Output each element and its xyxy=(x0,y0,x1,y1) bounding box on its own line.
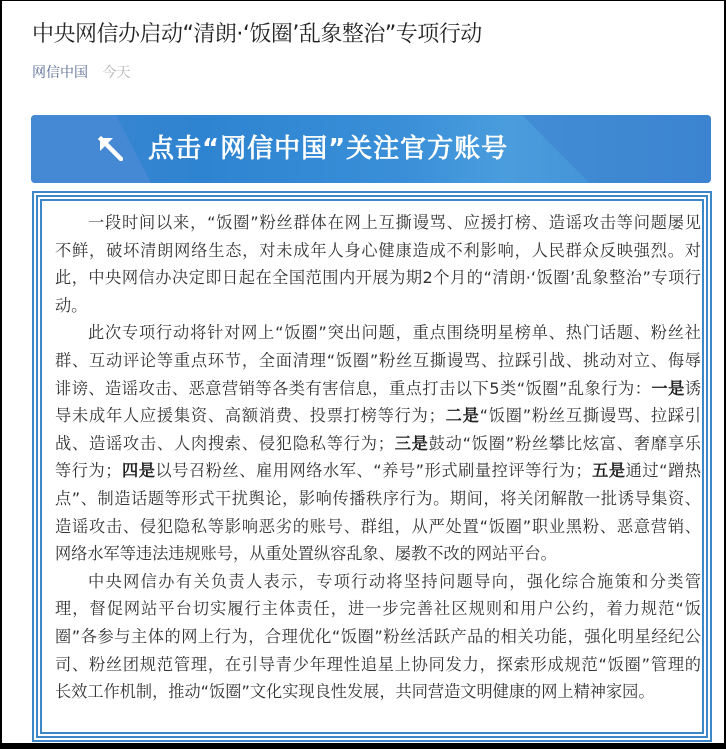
paragraph-line xyxy=(55,457,701,485)
text-segment: 不鲜，破坏清朗网络生态，对未成年人身心健康造成不利影响，人民群众反映强烈。对 xyxy=(55,240,701,260)
text-segment: 此，中央网信办决定即日起在全国范围内开展为期2个月的“清朗·‘饭圈’乱象整治”专项行 xyxy=(55,268,701,288)
paragraph-line xyxy=(55,568,701,596)
text-segment: 导未成年人应援集资、高额消费、投票打榜等行为； xyxy=(55,406,445,426)
text-segment: 一段时间以来，“饭圈”粉丝群体在网上互撕谩骂、应援打榜、造谣攻击等问题屡见 xyxy=(88,213,701,232)
paragraph-line xyxy=(55,347,701,375)
paragraph-line xyxy=(55,375,701,403)
paragraph-line xyxy=(55,513,701,541)
text-segment: 点”、制造话题等形式干扰舆论，影响传播秩序行为。期间，将关闭解散一批诱导集资、 xyxy=(55,488,701,508)
paragraph-line xyxy=(55,678,701,706)
article-body-frame xyxy=(32,191,712,742)
text-segment: 鼓动“饭圈”粉丝攀比炫富、奢靡享乐 xyxy=(428,433,701,453)
text-segment: 司、粉丝团规范管理，在引导青少年理性追星上协同发力，探索形成规范“饭圈”管理的 xyxy=(55,654,701,674)
text-segment: 战、造谣攻击、人肉搜索、侵犯隐私等行为； xyxy=(55,433,394,453)
paragraph-line xyxy=(55,540,701,568)
paragraph-line xyxy=(55,264,701,292)
article-body xyxy=(55,209,701,706)
article-title: 中央网信办启动“清朗·‘饭圈’乱象整治”专项行动 xyxy=(32,22,482,47)
text-segment: 诱 xyxy=(684,378,701,398)
publish-date: 今天 xyxy=(102,65,131,81)
text-segment: 动。 xyxy=(55,295,88,315)
text-segment: 诽谤、造谣攻击、恶意营销等各类有害信息，重点打击以下5类“饭圈”乱象行为： xyxy=(55,378,652,398)
frame-inner-border xyxy=(36,195,708,738)
paragraph-line xyxy=(55,485,701,513)
paragraph-line xyxy=(55,209,701,237)
paragraph-line xyxy=(55,651,701,679)
frame-innermost-border xyxy=(40,199,704,734)
bold-marker: 四是 xyxy=(121,461,156,481)
text-segment: 此次专项行动将针对网上“饭圈”突出问题，重点围绕明星榜单、热门话题、粉丝社 xyxy=(88,323,701,343)
banner-text: 点击“网信中国”关注官方账号 xyxy=(148,134,509,164)
paragraph-line xyxy=(55,319,701,347)
paragraph-line xyxy=(55,430,701,458)
bold-marker: 二是 xyxy=(444,406,480,426)
text-segment: 圈”各参与主体的网上行为，合理优化“饭圈”粉丝活跃产品的相关功能，强化明星经纪公 xyxy=(55,626,701,646)
account-name-link[interactable]: 网信中国 xyxy=(32,65,88,81)
arrow-up-left-icon xyxy=(97,135,123,161)
text-segment: 中央网信办有关负责人表示，专项行动将坚持问题导向，强化综合施策和分类管 xyxy=(88,571,701,591)
follow-account-banner[interactable] xyxy=(31,115,711,183)
article-page xyxy=(2,1,724,743)
text-segment: 通过“蹭热 xyxy=(625,461,702,481)
bold-marker: 三是 xyxy=(393,433,429,453)
paragraph-line xyxy=(55,623,701,651)
article-paragraph xyxy=(55,568,701,706)
text-segment: 以号召粉丝、雇用网络水军、“养号”形式刷量控评等行为； xyxy=(155,461,592,481)
text-segment: 理，督促网站平台切实履行主体责任，进一步完善社区规则和用户公约，着力规范“饭 xyxy=(55,599,701,619)
text-segment: 等行为； xyxy=(55,461,122,481)
article-paragraph xyxy=(55,209,701,319)
article-paragraph xyxy=(55,319,701,567)
bold-marker: 一是 xyxy=(651,378,685,398)
bold-marker: 五是 xyxy=(591,461,626,481)
text-segment: 造谣攻击、侵犯隐私等影响恶劣的账号、群组，从严处置“饭圈”职业黑粉、恶意营销、 xyxy=(55,516,701,536)
text-segment: 网络水军等违法违规账号，从重处置纵容乱象、屡教不改的网站平台。 xyxy=(55,544,557,564)
text-segment: 长效工作机制，推动“饭圈”文化实现良性发展，共同营造文明健康的网上精神家园。 xyxy=(55,682,655,702)
article-meta xyxy=(32,63,130,83)
text-segment: “饭圈”粉丝互撕谩骂、拉踩引 xyxy=(479,406,701,426)
text-segment: 群、互动评论等重点环节，全面清理“饭圈”粉丝互撕谩骂、拉踩引战、挑动对立、侮辱 xyxy=(55,350,701,370)
paragraph-line xyxy=(55,402,701,430)
paragraph-line xyxy=(55,292,701,320)
paragraph-line xyxy=(55,595,701,623)
paragraph-line xyxy=(55,237,701,265)
